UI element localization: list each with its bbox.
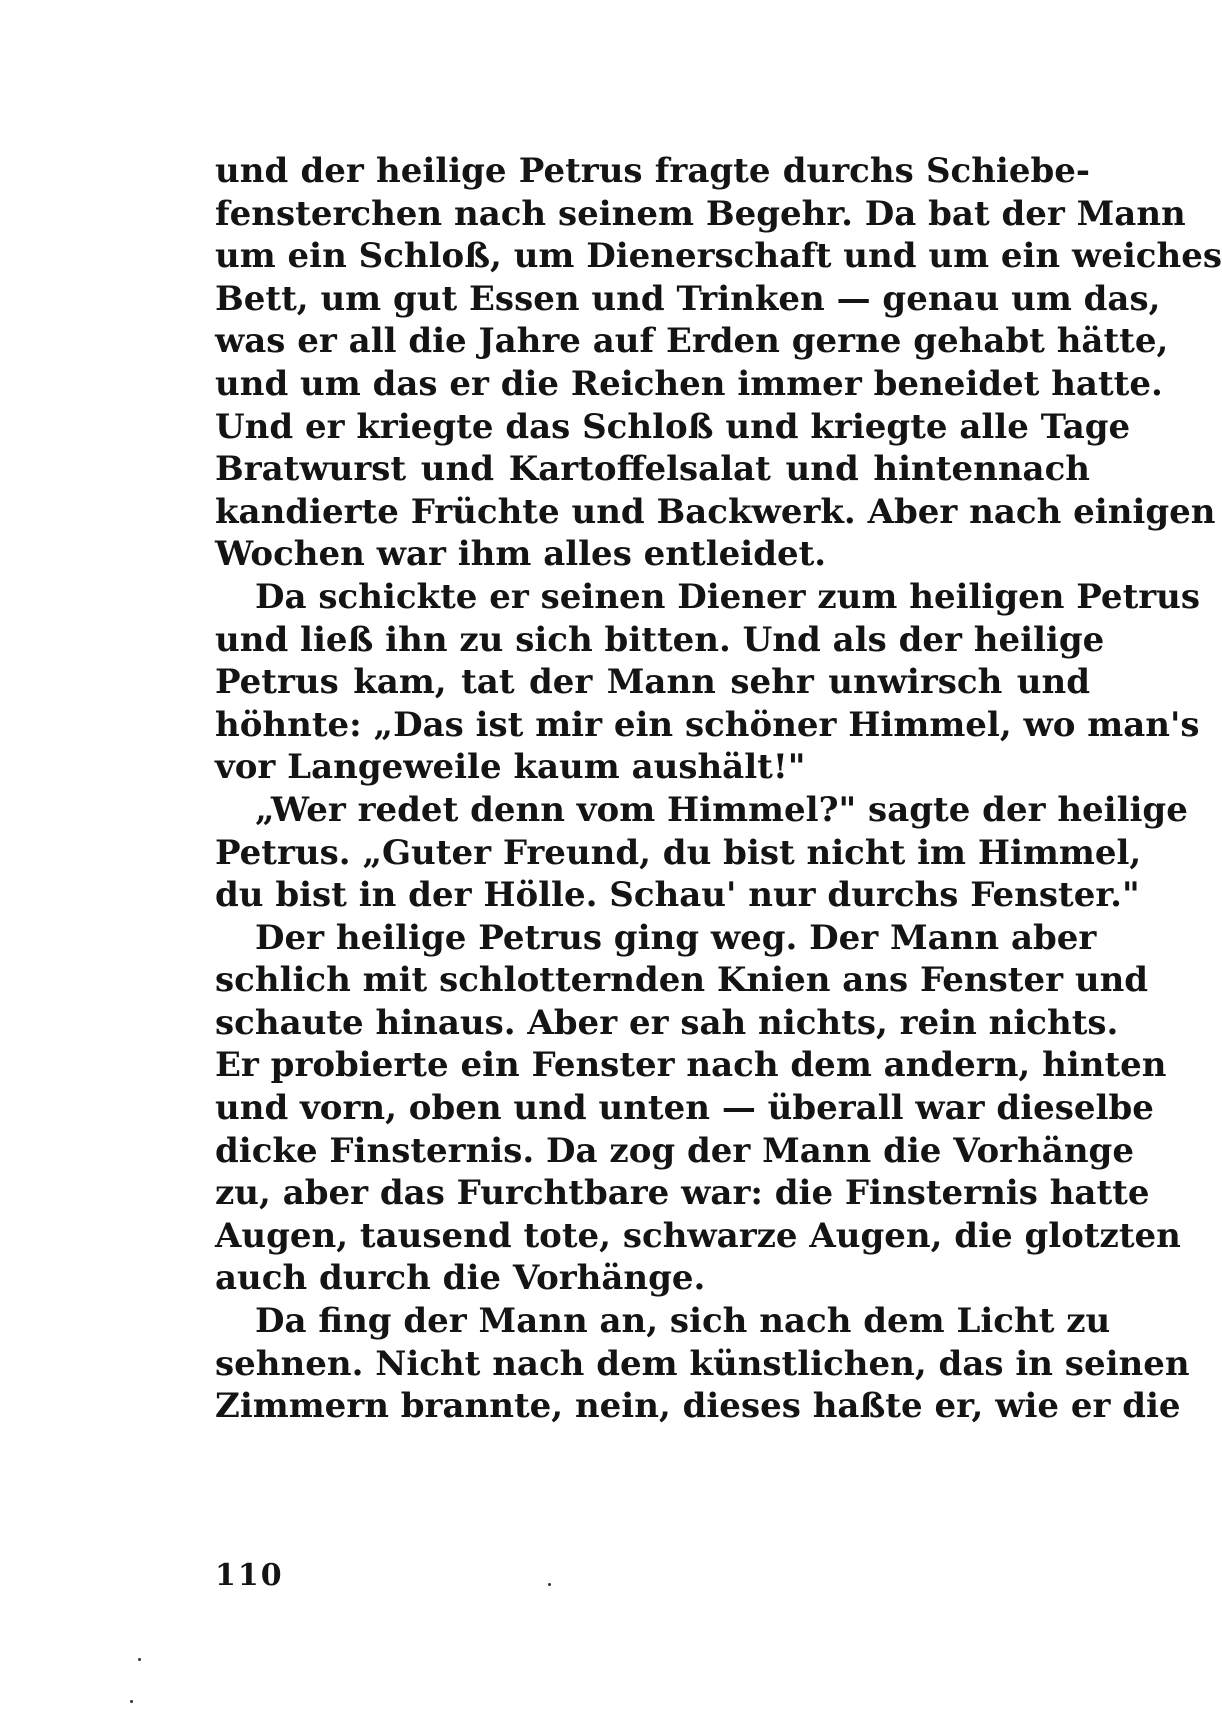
text-line: höhnte: „Das ist mir ein schöner Himmel, wo man's [215, 704, 1200, 745]
text-line: Petrus. „Guter Freund, du bist nicht im Himmel, [215, 832, 1142, 873]
text-line: und der heilige Petrus fragte durchs Schiebe- [215, 151, 1090, 191]
text-line: du bist in der Hölle. Schau' nur durchs Fenster." [215, 875, 1140, 916]
text-line: und ließ ihn zu sich bitten. Und als der heilige [215, 619, 1105, 660]
text-line: kandierte Früchte und Backwerk. Aber nach einigen [215, 491, 1216, 532]
text-line: Und er kriegte das Schloß und kriegte alle Tage [215, 406, 1131, 447]
text-line: schlich mit schlotternden Knien ans Fenster und [215, 960, 1149, 1001]
text-line: dicke Finsternis. Da zog der Mann die Vorhänge [215, 1130, 1134, 1171]
text-line: Zimmern brannte, nein, dieses haßte er, wie er die [215, 1386, 1181, 1427]
text-line: Petrus kam, tat der Mann sehr unwirsch und [215, 662, 1090, 703]
text-line: Wochen war ihm alles entleidet. [215, 534, 827, 575]
text-line: was er all die Jahre auf Erden gerne gehabt hätte, [215, 321, 1169, 362]
text-line: und um das er die Reichen immer beneidet hatte. [215, 363, 1163, 404]
print-speck [548, 1583, 551, 1586]
text-line: zu, aber das Furchtbare war: die Finsternis hatte [215, 1173, 1150, 1214]
paragraph-first-line: „Wer redet denn vom Himmel?" sagte der heilige [255, 789, 1188, 830]
text-line: und vorn, oben und unten — überall war dieselbe [215, 1088, 1154, 1129]
text-line: fensterchen nach seinem Begehr. Da bat der Mann [215, 193, 1186, 234]
body-text [215, 150, 1222, 1428]
text-line: Augen, tausend tote, schwarze Augen, die glotzten [215, 1215, 1181, 1256]
paragraph-first-line: Da schickte er seinen Diener zum heiligen Petrus [255, 576, 1201, 617]
text-line: um ein Schloß, um Dienerschaft und um ein weiches [215, 236, 1222, 277]
print-speck [138, 1658, 141, 1661]
text-line: Er probierte ein Fenster nach dem andern, hinten [215, 1045, 1167, 1086]
page-number: 110 [215, 1558, 284, 1593]
text-line: auch durch die Vorhänge. [215, 1258, 706, 1299]
paragraph-first-line: Da fing der Mann an, sich nach dem Licht zu [255, 1301, 1111, 1342]
print-speck [130, 1700, 133, 1703]
text-line: vor Langeweile kaum aushält!" [215, 747, 806, 788]
text-line: sehnen. Nicht nach dem künstlichen, das in seinen [215, 1343, 1190, 1384]
text-line: Bratwurst und Kartoffelsalat und hintennach [215, 449, 1090, 490]
paragraph-first-line: Der heilige Petrus ging weg. Der Mann aber [255, 917, 1097, 958]
text-line: schaute hinaus. Aber er sah nichts, rein nichts. [215, 1002, 1119, 1043]
text-line: Bett, um gut Essen und Trinken — genau um das, [215, 278, 1161, 319]
